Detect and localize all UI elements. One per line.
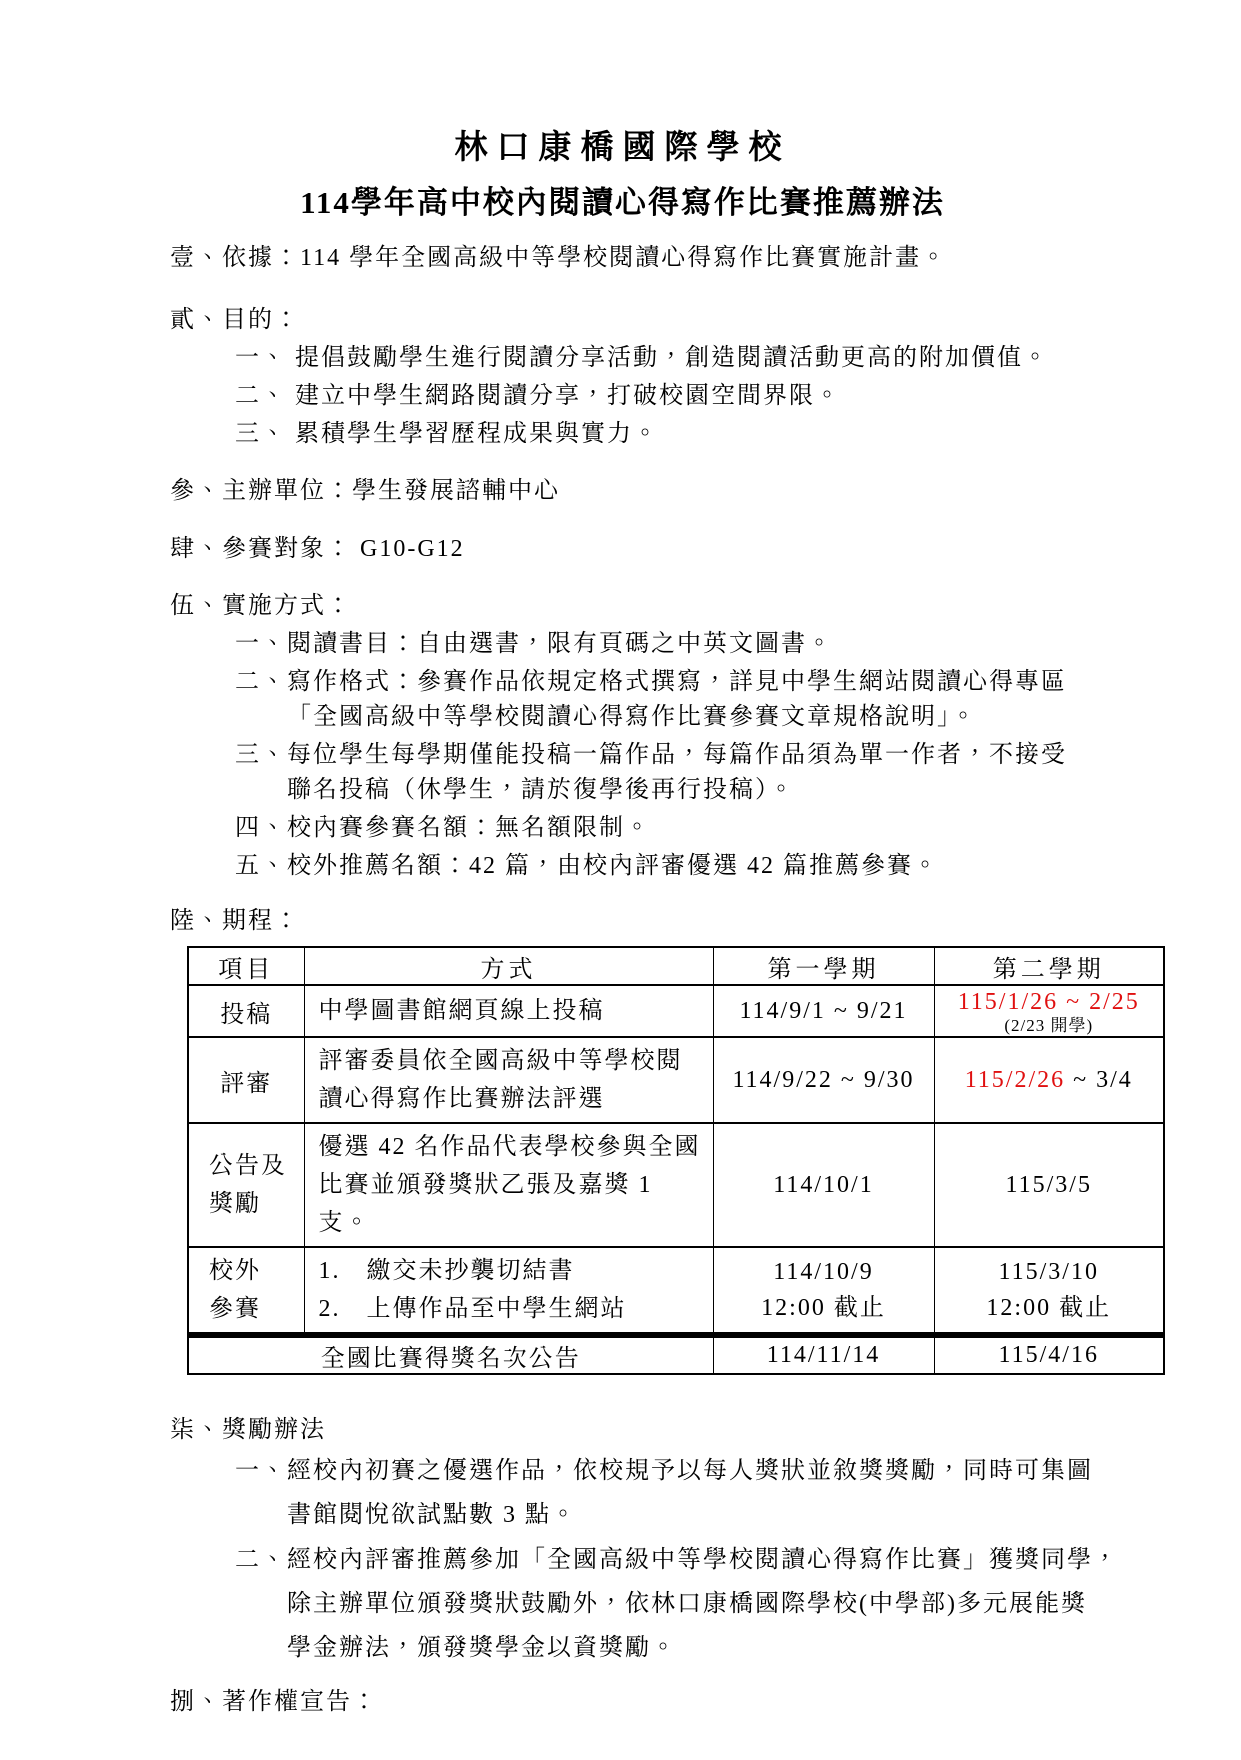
section-basis: 壹、依據：114 學年全國高級中等學校閱讀心得寫作比賽實施計畫。 bbox=[170, 245, 948, 271]
list-item-line: 一、經校內初賽之優選作品，依校規予以每人獎狀並敘獎獎勵，同時可集圖 bbox=[235, 1458, 1093, 1484]
cell-sem1: 114/9/22 ~ 9/30 bbox=[713, 1037, 934, 1123]
cell-item: 投稿 bbox=[188, 985, 304, 1037]
cell-sem1: 114/10/1 bbox=[713, 1123, 934, 1247]
section-purpose-label: 貳、目的： bbox=[170, 307, 300, 333]
section-implementation-items bbox=[235, 627, 1175, 884]
cell-sem2 bbox=[934, 985, 1164, 1037]
cell-sem1: 114/11/14 bbox=[713, 1335, 934, 1374]
section-copyright-label: 捌、著作權宣告： bbox=[170, 1689, 378, 1715]
table-row-submit bbox=[188, 985, 1164, 1037]
cell-item-line: 校外 bbox=[209, 1258, 261, 1284]
table-header-row bbox=[188, 947, 1164, 985]
cell-sem2 bbox=[934, 1037, 1164, 1123]
date-tail: ~ 3/4 bbox=[1065, 1066, 1133, 1093]
cell-date-line: 114/10/9 bbox=[773, 1259, 874, 1285]
list-item: 一、閱讀書目：自由選書，限有頁碼之中英文圖書。 bbox=[235, 631, 833, 657]
list-item-line: 二、經校內評審推薦參加「全國高級中等學校閱讀心得寫作比賽」獲獎同學， bbox=[235, 1547, 1119, 1573]
list-item: 三、 累積學生學習歷程成果與實力。 bbox=[235, 421, 659, 447]
cell-sem2: 115/3/5 bbox=[934, 1123, 1164, 1247]
cell-sem2 bbox=[934, 1247, 1164, 1335]
cell-sem1: 114/9/1 ~ 9/21 bbox=[713, 985, 934, 1037]
cell-method: 優選 42 名作品代表學校參與全國比賽並頒發獎狀乙張及嘉獎 1 支。 bbox=[304, 1123, 713, 1247]
cell-method bbox=[304, 1247, 713, 1335]
cell-item bbox=[188, 1123, 304, 1247]
page-title: 林口康橋國際學校 bbox=[454, 130, 791, 166]
table-row-announce bbox=[188, 1123, 1164, 1247]
schedule-table bbox=[187, 946, 1165, 1375]
list-item: 二、 建立中學生網路閱讀分享，打破校園空間界限。 bbox=[235, 383, 841, 409]
cell-item-line: 獎勵 bbox=[209, 1191, 261, 1217]
cell-item-line: 參賽 bbox=[209, 1296, 261, 1322]
header-method: 方式 bbox=[304, 947, 713, 985]
cell-method: 中學圖書館網頁線上投稿 bbox=[304, 985, 713, 1037]
list-item: 一、 提倡鼓勵學生進行閱讀分享活動，創造閱讀活動更高的附加價值。 bbox=[235, 345, 1049, 371]
section-schedule-label: 陸、期程： bbox=[170, 908, 300, 934]
list-item-line: 書館閱悅欲試點數 3 點。 bbox=[287, 1502, 577, 1528]
list-item-line: 二、寫作格式：參賽作品依規定格式撰寫，詳見中學生網站閱讀心得專區 bbox=[235, 669, 1067, 695]
list-item-line: 除主辦單位頒發獎狀鼓勵外，依林口康橋國際學校(中學部)多元展能獎 bbox=[287, 1591, 1087, 1617]
cell-item bbox=[188, 1247, 304, 1335]
cell-item-line: 公告及 bbox=[209, 1153, 287, 1179]
cell-date-line: 115/3/10 bbox=[998, 1259, 1099, 1285]
list-item bbox=[235, 1449, 1175, 1537]
list-item bbox=[235, 1538, 1175, 1670]
cell-item: 評審 bbox=[188, 1037, 304, 1123]
section-rewards-label: 柒、獎勵辦法 bbox=[170, 1417, 326, 1443]
list-item-line: 聯名投稿（休學生，請於復學後再行投稿）。 bbox=[287, 777, 795, 803]
highlighted-date: 115/2/26 bbox=[964, 1066, 1066, 1093]
page-subtitle: 114學年高中校內閱讀心得寫作比賽推薦辦法 bbox=[300, 185, 945, 220]
table-row-external bbox=[188, 1247, 1164, 1335]
section-rewards-items bbox=[235, 1449, 1175, 1670]
list-item: 四、校內賽參賽名額：無名額限制。 bbox=[235, 815, 651, 841]
cell-date-line: 12:00 截止 bbox=[761, 1295, 886, 1321]
date-note: (2/23 開學) bbox=[1004, 1015, 1094, 1035]
section-purpose-items bbox=[235, 341, 1175, 452]
list-item bbox=[235, 665, 1175, 735]
section-organizer: 參、主辦單位：學生發展諮輔中心 bbox=[170, 478, 560, 504]
cell-date-line: 12:00 截止 bbox=[986, 1295, 1112, 1321]
header-item: 項目 bbox=[188, 947, 304, 985]
cell-national-label: 全國比賽得獎名次公告 bbox=[188, 1335, 713, 1374]
list-item-line: 「全國高級中等學校閱讀心得寫作比賽參賽文章規格說明」。 bbox=[287, 704, 977, 730]
table-row-review bbox=[188, 1037, 1164, 1123]
list-item bbox=[235, 738, 1175, 808]
table-row-national-announcement bbox=[188, 1335, 1164, 1374]
list-item: 五、校外推薦名額：42 篇，由校內評審優選 42 篇推薦參賽。 bbox=[235, 853, 939, 879]
list-item-line: 三、每位學生每學期僅能投稿一篇作品，每篇作品須為單一作者，不接受 bbox=[235, 742, 1067, 768]
list-item-line: 學金辦法，頒發獎學金以資獎勵。 bbox=[287, 1635, 677, 1661]
header-sem1: 第一學期 bbox=[713, 947, 934, 985]
cell-method-line: 1. 繳交未抄襲切結書 bbox=[318, 1258, 575, 1284]
highlighted-date: 115/1/26 ~ 2/25 bbox=[957, 988, 1140, 1015]
section-participants: 肆、參賽對象： G10-G12 bbox=[170, 536, 465, 562]
document-page bbox=[170, 128, 1175, 1720]
section-implementation-label: 伍、實施方式： bbox=[170, 593, 352, 619]
cell-sem2: 115/4/16 bbox=[934, 1335, 1164, 1374]
cell-method: 評審委員依全國高級中等學校閱讀心得寫作比賽辦法評選 bbox=[304, 1037, 713, 1123]
cell-sem1 bbox=[713, 1247, 934, 1335]
cell-method-line: 2. 上傳作品至中學生網站 bbox=[318, 1296, 627, 1322]
header-sem2: 第二學期 bbox=[934, 947, 1164, 985]
